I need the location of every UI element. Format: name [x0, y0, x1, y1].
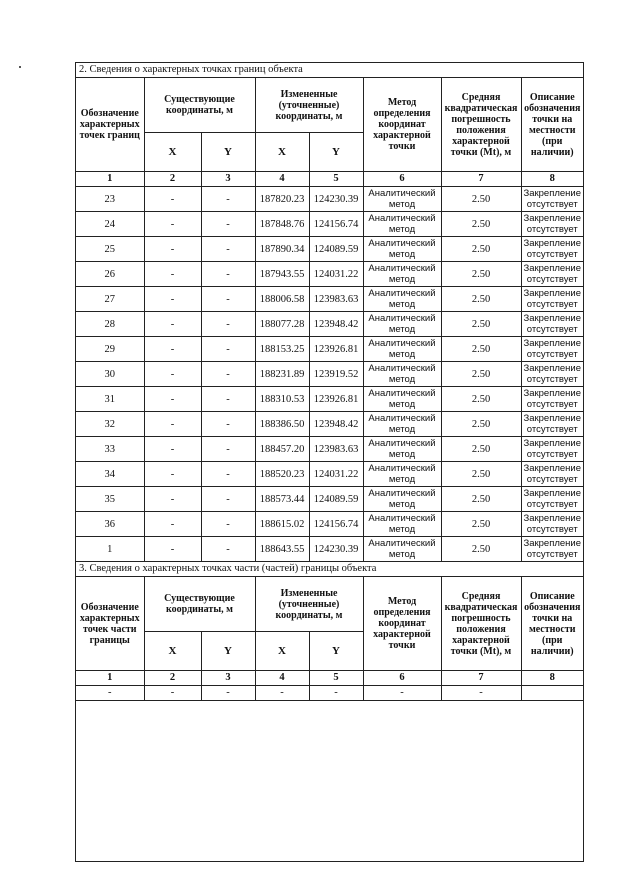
cell-y-changed: -: [309, 686, 363, 701]
table-row: [76, 686, 583, 701]
table-row: [76, 512, 583, 537]
cell-x-changed: 187820.23: [255, 187, 309, 212]
column-number: 4: [255, 172, 309, 187]
header-y-changed: Y: [309, 632, 363, 671]
cell-x-changed: 188077.28: [255, 312, 309, 337]
table-row: [76, 187, 583, 212]
cell-y-existing: -: [201, 237, 255, 262]
cell-y-changed: 124089.59: [309, 237, 363, 262]
cell-description: Закрепление отсутствует: [521, 412, 583, 437]
cell-y-existing: -: [201, 287, 255, 312]
cell-y-changed: 123926.81: [309, 387, 363, 412]
cell-y-changed: 124031.22: [309, 462, 363, 487]
column-number: 8: [521, 671, 583, 686]
column-numbers-row: [76, 172, 583, 187]
cell-point: -: [76, 686, 144, 701]
cell-x-existing: -: [144, 387, 201, 412]
cell-y-existing: -: [201, 686, 255, 701]
cell-accuracy: 2.50: [441, 412, 521, 437]
cell-x-changed: 188643.55: [255, 537, 309, 562]
cell-y-existing: -: [201, 362, 255, 387]
cell-y-existing: -: [201, 337, 255, 362]
cell-method: Аналитический метод: [363, 462, 441, 487]
column-number: 8: [521, 172, 583, 187]
header-method: Метод определения координат характерной точки: [363, 577, 441, 671]
table-row: [76, 237, 583, 262]
column-number: 3: [201, 172, 255, 187]
column-number: 2: [144, 172, 201, 187]
cell-accuracy: 2.50: [441, 487, 521, 512]
header-point: Обозначение характерных точек части границы: [76, 577, 144, 671]
header-existing: Существующие координаты, м: [144, 577, 255, 632]
cell-description: Закрепление отсутствует: [521, 362, 583, 387]
header-y-existing: Y: [201, 632, 255, 671]
section3-table: [76, 577, 583, 701]
cell-method: Аналитический метод: [363, 437, 441, 462]
cell-point: 32: [76, 412, 144, 437]
header-x-changed: X: [255, 133, 309, 172]
column-number: 6: [363, 671, 441, 686]
cell-description: [521, 686, 583, 701]
cell-method: Аналитический метод: [363, 187, 441, 212]
cell-x-existing: -: [144, 437, 201, 462]
cell-x-existing: -: [144, 686, 201, 701]
table-row: [76, 487, 583, 512]
cell-description: Закрепление отсутствует: [521, 437, 583, 462]
table-row: [76, 212, 583, 237]
cell-point: 31: [76, 387, 144, 412]
cell-description: Закрепление отсутствует: [521, 262, 583, 287]
cell-point: 35: [76, 487, 144, 512]
table-row: [76, 262, 583, 287]
cell-y-changed: 123983.63: [309, 437, 363, 462]
cell-y-changed: 123948.42: [309, 312, 363, 337]
cell-x-existing: -: [144, 312, 201, 337]
header-x-existing: X: [144, 133, 201, 172]
cell-x-changed: 188231.89: [255, 362, 309, 387]
cell-description: Закрепление отсутствует: [521, 337, 583, 362]
cell-x-changed: 187943.55: [255, 262, 309, 287]
header-point: Обозначение характерных точек границ: [76, 78, 144, 172]
cell-method: Аналитический метод: [363, 312, 441, 337]
cell-x-existing: -: [144, 487, 201, 512]
header-method: Метод определения координат характерной точки: [363, 78, 441, 172]
cell-point: 27: [76, 287, 144, 312]
cell-description: Закрепление отсутствует: [521, 487, 583, 512]
header-description: Описание обозначения точки на местности (при наличии): [521, 577, 583, 671]
cell-y-existing: -: [201, 512, 255, 537]
cell-description: Закрепление отсутствует: [521, 462, 583, 487]
cell-point: 30: [76, 362, 144, 387]
cell-x-changed: 188386.50: [255, 412, 309, 437]
header-changed: Измененные (уточненные) координаты, м: [255, 78, 363, 133]
table-row: [76, 462, 583, 487]
section2-table: [76, 78, 583, 562]
cell-x-existing: -: [144, 512, 201, 537]
cell-y-existing: -: [201, 437, 255, 462]
cell-description: Закрепление отсутствует: [521, 212, 583, 237]
cell-accuracy: 2.50: [441, 462, 521, 487]
column-number: 2: [144, 671, 201, 686]
cell-y-existing: -: [201, 387, 255, 412]
header-changed: Измененные (уточненные) координаты, м: [255, 577, 363, 632]
cell-method: Аналитический метод: [363, 387, 441, 412]
cell-accuracy: 2.50: [441, 512, 521, 537]
cell-method: Аналитический метод: [363, 237, 441, 262]
cell-accuracy: 2.50: [441, 362, 521, 387]
cell-point: 36: [76, 512, 144, 537]
cell-point: 24: [76, 212, 144, 237]
cell-accuracy: 2.50: [441, 287, 521, 312]
table-row: [76, 437, 583, 462]
cell-y-existing: -: [201, 212, 255, 237]
cell-point: 23: [76, 187, 144, 212]
column-number: 7: [441, 671, 521, 686]
cell-x-existing: -: [144, 537, 201, 562]
cell-method: Аналитический метод: [363, 537, 441, 562]
cell-x-existing: -: [144, 212, 201, 237]
cell-point: 25: [76, 237, 144, 262]
column-number: 4: [255, 671, 309, 686]
table-row: [76, 362, 583, 387]
cell-accuracy: 2.50: [441, 237, 521, 262]
cell-x-changed: -: [255, 686, 309, 701]
cell-y-changed: 124230.39: [309, 537, 363, 562]
cell-method: Аналитический метод: [363, 337, 441, 362]
cell-x-changed: 188615.02: [255, 512, 309, 537]
column-number: 5: [309, 172, 363, 187]
cell-accuracy: 2.50: [441, 312, 521, 337]
cell-x-existing: -: [144, 362, 201, 387]
cell-accuracy: 2.50: [441, 437, 521, 462]
cell-method: Аналитический метод: [363, 512, 441, 537]
table-row: [76, 412, 583, 437]
header-y-existing: Y: [201, 133, 255, 172]
section2-title: 2. Сведения о характерных точках границ объекта: [76, 63, 583, 78]
cell-accuracy: 2.50: [441, 212, 521, 237]
cell-description: Закрепление отсутствует: [521, 187, 583, 212]
cell-accuracy: -: [441, 686, 521, 701]
column-number: 1: [76, 671, 144, 686]
cell-x-existing: -: [144, 237, 201, 262]
cell-point: 33: [76, 437, 144, 462]
cell-y-existing: -: [201, 412, 255, 437]
cell-x-existing: -: [144, 462, 201, 487]
header-x-changed: X: [255, 632, 309, 671]
cell-x-changed: 188153.25: [255, 337, 309, 362]
section3-title: 3. Сведения о характерных точках части (частей) границы объекта: [76, 562, 583, 577]
cell-point: 1: [76, 537, 144, 562]
cell-description: Закрепление отсутствует: [521, 537, 583, 562]
cell-y-existing: -: [201, 487, 255, 512]
cell-y-existing: -: [201, 187, 255, 212]
header-description: Описание обозначения точки на местности (при наличии): [521, 78, 583, 172]
cell-description: Закрепление отсутствует: [521, 512, 583, 537]
header-x-existing: X: [144, 632, 201, 671]
cell-x-existing: -: [144, 287, 201, 312]
cell-description: Закрепление отсутствует: [521, 387, 583, 412]
table-row: [76, 312, 583, 337]
cell-x-existing: -: [144, 187, 201, 212]
column-number: 1: [76, 172, 144, 187]
cell-x-changed: 187890.34: [255, 237, 309, 262]
cell-accuracy: 2.50: [441, 537, 521, 562]
cell-x-changed: 188573.44: [255, 487, 309, 512]
cell-x-existing: -: [144, 412, 201, 437]
column-numbers-row: [76, 671, 583, 686]
cell-y-changed: 123983.63: [309, 287, 363, 312]
cell-x-changed: 188520.23: [255, 462, 309, 487]
cell-y-changed: 124230.39: [309, 187, 363, 212]
cell-method: -: [363, 686, 441, 701]
cell-y-changed: 124031.22: [309, 262, 363, 287]
cell-y-existing: -: [201, 262, 255, 287]
cell-x-changed: 188006.58: [255, 287, 309, 312]
table-row: [76, 337, 583, 362]
cell-method: Аналитический метод: [363, 487, 441, 512]
table-row: [76, 387, 583, 412]
cell-method: Аналитический метод: [363, 287, 441, 312]
table-row: [76, 287, 583, 312]
cell-method: Аналитический метод: [363, 212, 441, 237]
cell-y-existing: -: [201, 462, 255, 487]
cell-y-existing: -: [201, 312, 255, 337]
cell-method: Аналитический метод: [363, 412, 441, 437]
cell-x-changed: 188457.20: [255, 437, 309, 462]
cell-point: 28: [76, 312, 144, 337]
cell-x-changed: 188310.53: [255, 387, 309, 412]
cell-description: Закрепление отсутствует: [521, 312, 583, 337]
cell-y-changed: 123948.42: [309, 412, 363, 437]
cell-y-changed: 124156.74: [309, 212, 363, 237]
cell-x-changed: 187848.76: [255, 212, 309, 237]
cell-description: Закрепление отсутствует: [521, 237, 583, 262]
cell-point: 29: [76, 337, 144, 362]
cell-y-changed: 123926.81: [309, 337, 363, 362]
cell-accuracy: 2.50: [441, 262, 521, 287]
cell-y-changed: 123919.52: [309, 362, 363, 387]
document-frame: [75, 62, 584, 862]
section2-rows: [76, 187, 583, 562]
cell-method: Аналитический метод: [363, 262, 441, 287]
cell-description: Закрепление отсутствует: [521, 287, 583, 312]
scan-speck: [19, 66, 21, 68]
cell-y-changed: 124156.74: [309, 512, 363, 537]
column-number: 6: [363, 172, 441, 187]
column-number: 5: [309, 671, 363, 686]
header-accuracy: Средняя квадратическая погрешность положения характерной точки (Mt), м: [441, 78, 521, 172]
cell-accuracy: 2.50: [441, 187, 521, 212]
cell-y-changed: 124089.59: [309, 487, 363, 512]
column-number: 7: [441, 172, 521, 187]
header-accuracy: Средняя квадратическая погрешность положения характерной точки (Mt), м: [441, 577, 521, 671]
cell-accuracy: 2.50: [441, 387, 521, 412]
cell-point: 34: [76, 462, 144, 487]
cell-y-existing: -: [201, 537, 255, 562]
cell-method: Аналитический метод: [363, 362, 441, 387]
cell-point: 26: [76, 262, 144, 287]
cell-x-existing: -: [144, 337, 201, 362]
header-y-changed: Y: [309, 133, 363, 172]
header-existing: Существующие координаты, м: [144, 78, 255, 133]
column-number: 3: [201, 671, 255, 686]
cell-x-existing: -: [144, 262, 201, 287]
table-row: [76, 537, 583, 562]
cell-accuracy: 2.50: [441, 337, 521, 362]
